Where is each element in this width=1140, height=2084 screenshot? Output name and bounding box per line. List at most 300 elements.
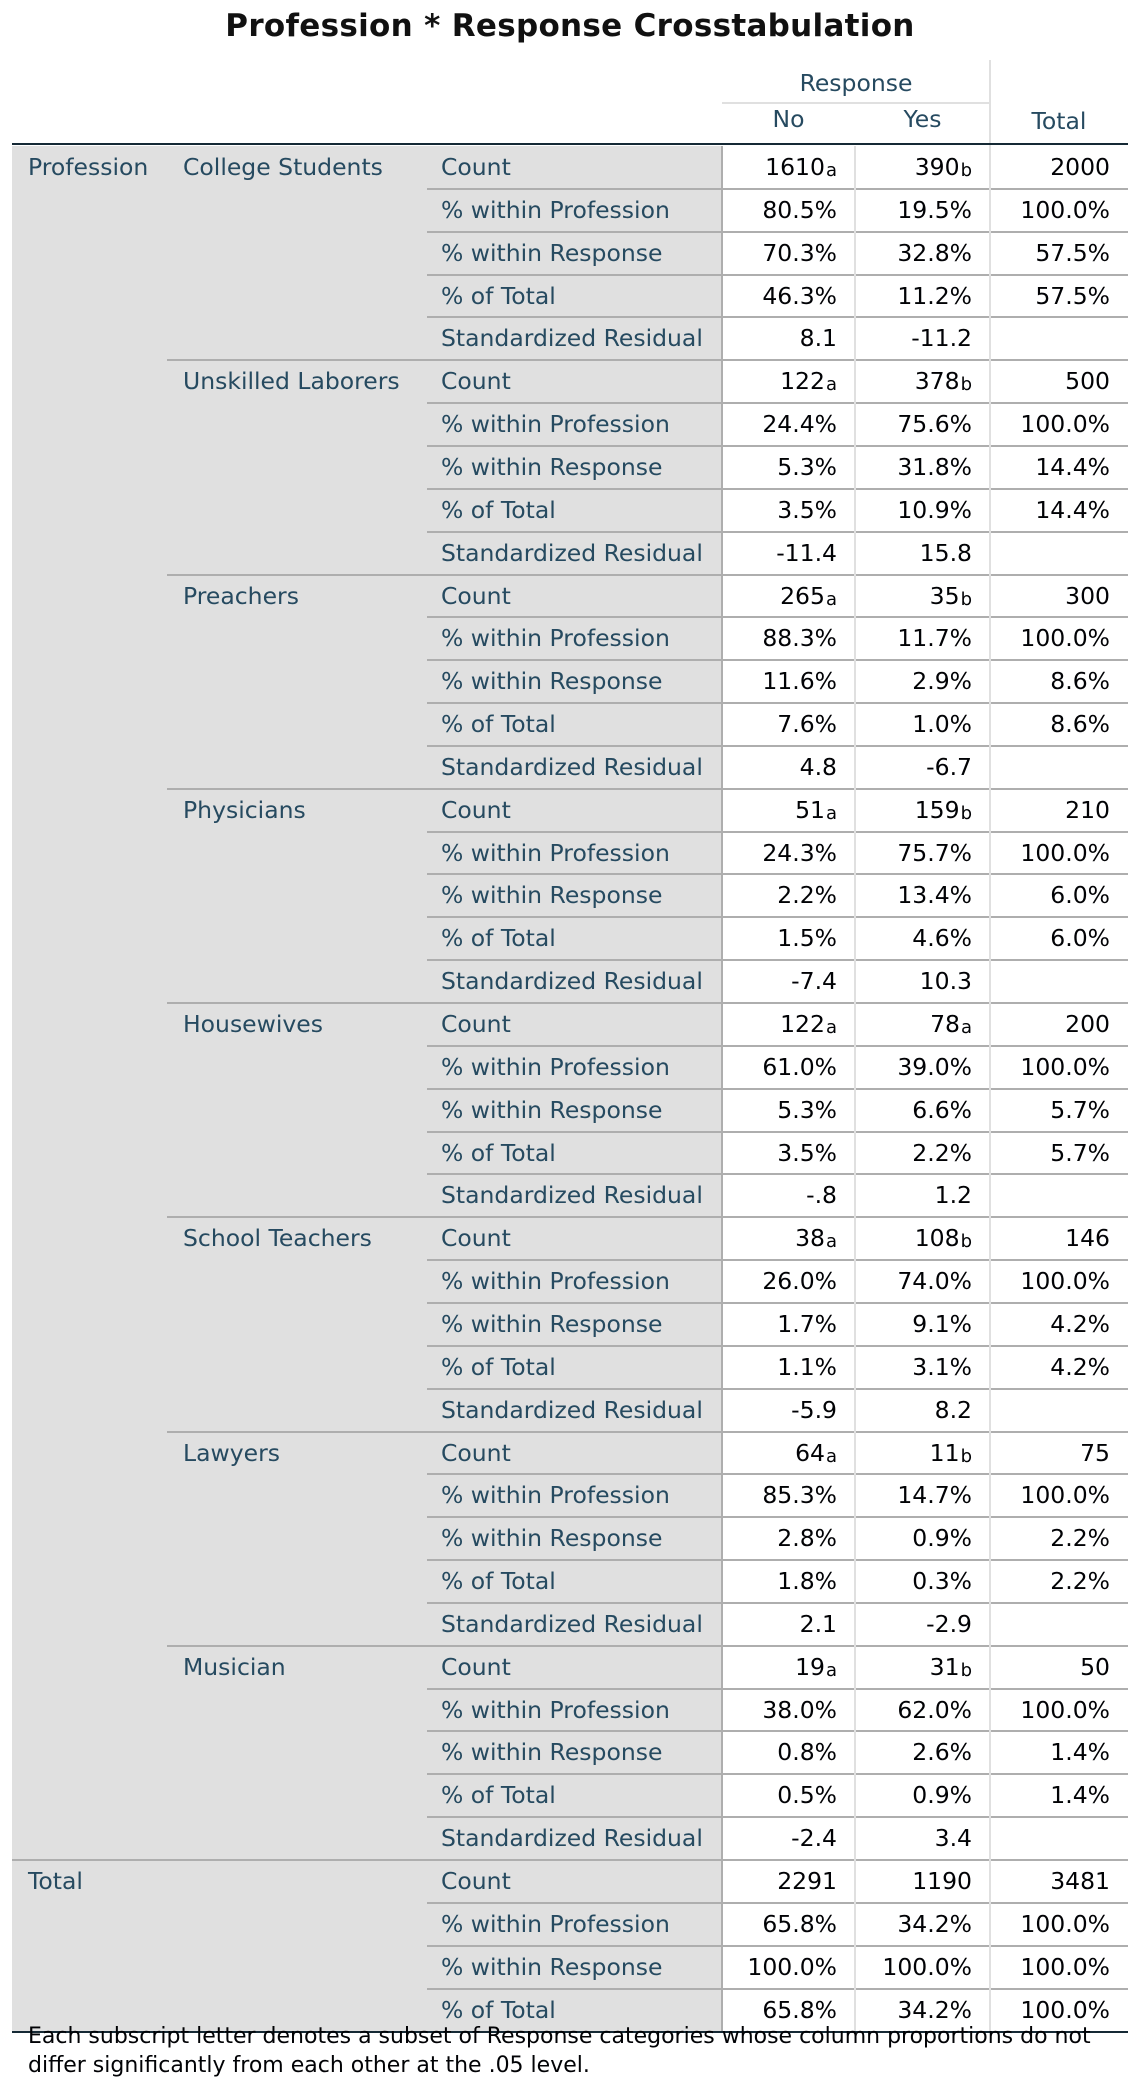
value-total bbox=[990, 1003, 1110, 1045]
significance-subscript: a bbox=[825, 160, 837, 181]
value-total-text: 2.2% bbox=[1050, 1524, 1110, 1553]
stat-label--of-total: % of Total bbox=[441, 1781, 556, 1810]
row-divider bbox=[427, 745, 1128, 747]
value-yes-text: 6.6% bbox=[912, 1095, 972, 1124]
stat-label--of-total: % of Total bbox=[441, 1352, 556, 1381]
value-no-text: 11.6% bbox=[762, 667, 837, 696]
value-total-text: 146 bbox=[1065, 1224, 1110, 1253]
row-divider bbox=[12, 1859, 1128, 1861]
stat-label--within-response: % within Response bbox=[441, 452, 663, 481]
value-yes-text: 74.0% bbox=[897, 1267, 972, 1296]
value-total bbox=[990, 1389, 1110, 1431]
value-no-text: -5.9 bbox=[791, 1395, 837, 1424]
stat-label--within-profession: % within Profession bbox=[441, 195, 670, 224]
value-total-text: 100.0% bbox=[1020, 1052, 1110, 1081]
value-total-text: 8.6% bbox=[1050, 667, 1110, 696]
value-yes-text: 19.5% bbox=[897, 195, 972, 224]
stat-label--within-profession: % within Profession bbox=[441, 838, 670, 867]
value-yes-text: 10.3 bbox=[919, 967, 972, 996]
significance-subscript: b bbox=[960, 588, 972, 610]
value-yes-text: 62.0% bbox=[897, 1695, 972, 1724]
group-label: College Students bbox=[183, 153, 383, 181]
value-total bbox=[990, 1560, 1110, 1602]
group-label: School Teachers bbox=[183, 1224, 372, 1253]
stat-label--within-response: % within Response bbox=[441, 1524, 663, 1553]
stat-label--of-total: % of Total bbox=[441, 281, 556, 310]
value-yes bbox=[855, 1303, 972, 1345]
row-divider bbox=[427, 831, 1128, 833]
value-yes bbox=[855, 917, 972, 959]
row-divider bbox=[167, 359, 1128, 361]
value-no bbox=[722, 1946, 837, 1988]
value-total bbox=[990, 317, 1110, 359]
stat-label--of-total: % of Total bbox=[441, 710, 556, 739]
value-total bbox=[990, 1174, 1110, 1216]
value-total bbox=[990, 1303, 1110, 1345]
value-total-text: 2000 bbox=[1050, 153, 1110, 181]
row-divider bbox=[427, 1773, 1128, 1775]
value-yes-text: 11.7% bbox=[897, 624, 972, 653]
row-divider bbox=[427, 188, 1128, 190]
row-divider bbox=[167, 788, 1128, 790]
stat-label--within-response: % within Response bbox=[441, 881, 663, 910]
column-header-total: Total bbox=[1031, 107, 1087, 135]
value-yes bbox=[855, 232, 972, 274]
group-label: Lawyers bbox=[183, 1438, 280, 1467]
group-label: Physicians bbox=[183, 795, 306, 824]
value-total-text: 100.0% bbox=[1020, 1267, 1110, 1296]
value-no-text: 24.4% bbox=[762, 410, 837, 439]
value-no bbox=[722, 1303, 837, 1345]
value-total bbox=[990, 1089, 1110, 1131]
row-divider bbox=[427, 1902, 1128, 1904]
value-total bbox=[990, 960, 1110, 1002]
stat-label--within-response: % within Response bbox=[441, 238, 663, 267]
row-divider bbox=[427, 1131, 1128, 1133]
value-total-text: 8.6% bbox=[1050, 710, 1110, 739]
value-yes-text: 4.6% bbox=[912, 924, 972, 953]
value-yes-text: 35 bbox=[929, 581, 960, 610]
row-divider bbox=[427, 1088, 1128, 1090]
significance-subscript: b bbox=[960, 1445, 972, 1467]
row-divider bbox=[427, 702, 1128, 704]
value-no bbox=[722, 317, 837, 359]
value-yes bbox=[855, 1817, 972, 1859]
value-total bbox=[990, 489, 1110, 531]
value-total bbox=[990, 1689, 1110, 1731]
value-total-text: 100.0% bbox=[1020, 624, 1110, 653]
stat-label-standardized-residual: Standardized Residual bbox=[441, 1395, 703, 1424]
value-no bbox=[722, 1046, 837, 1088]
value-no-text: 122 bbox=[780, 1010, 825, 1038]
column-header-yes: Yes bbox=[903, 105, 942, 133]
stat-label-count: Count bbox=[441, 1224, 511, 1253]
value-no-text: 1.8% bbox=[777, 1567, 837, 1596]
value-no-text: 65.8% bbox=[762, 1995, 837, 2024]
significance-subscript: a bbox=[825, 802, 837, 824]
value-no bbox=[722, 832, 837, 874]
stat-label--within-response: % within Response bbox=[441, 1095, 663, 1124]
row-divider bbox=[427, 1345, 1128, 1347]
value-yes-text: 11 bbox=[929, 1438, 960, 1467]
value-no bbox=[722, 703, 837, 745]
row-divider bbox=[427, 1688, 1128, 1690]
value-no bbox=[722, 660, 837, 702]
value-no bbox=[722, 1731, 837, 1773]
value-total-text: 14.4% bbox=[1035, 452, 1110, 481]
value-no bbox=[722, 446, 837, 488]
value-no bbox=[722, 1560, 837, 1602]
value-no bbox=[722, 617, 837, 659]
stat-label-count: Count bbox=[441, 1438, 511, 1467]
value-no bbox=[722, 275, 837, 317]
value-yes-text: -6.7 bbox=[926, 752, 972, 781]
value-total-text: 4.2% bbox=[1050, 1352, 1110, 1381]
column-divider-no bbox=[721, 146, 723, 2031]
value-yes bbox=[855, 446, 972, 488]
value-yes-text: 10.9% bbox=[897, 495, 972, 524]
value-yes bbox=[855, 832, 972, 874]
value-yes bbox=[855, 1860, 972, 1902]
value-no-text: 65.8% bbox=[762, 1909, 837, 1938]
stat-label-standardized-residual: Standardized Residual bbox=[441, 324, 703, 353]
value-total bbox=[990, 575, 1110, 617]
stat-label--within-response: % within Response bbox=[441, 667, 663, 696]
value-total-text: 210 bbox=[1065, 795, 1110, 824]
stat-label--within-profession: % within Profession bbox=[441, 1909, 670, 1938]
stat-label-standardized-residual: Standardized Residual bbox=[441, 967, 703, 996]
value-yes-text: 108 bbox=[914, 1224, 960, 1253]
row-divider bbox=[427, 1173, 1128, 1175]
value-yes bbox=[855, 1946, 972, 1988]
stat-label--within-profession: % within Profession bbox=[441, 624, 670, 653]
value-yes-text: 159 bbox=[914, 795, 960, 824]
row-divider bbox=[167, 1645, 1128, 1647]
value-no bbox=[722, 1603, 837, 1645]
value-total-text: 500 bbox=[1065, 367, 1110, 396]
value-yes bbox=[855, 703, 972, 745]
value-total bbox=[990, 789, 1110, 831]
stat-label-standardized-residual: Standardized Residual bbox=[441, 1181, 703, 1210]
value-total bbox=[990, 232, 1110, 274]
value-total bbox=[990, 703, 1110, 745]
value-yes-text: 13.4% bbox=[897, 881, 972, 910]
value-yes bbox=[855, 1903, 972, 1945]
stat-label-standardized-residual: Standardized Residual bbox=[441, 538, 703, 567]
value-yes-text: 0.9% bbox=[912, 1781, 972, 1810]
value-yes bbox=[855, 1217, 972, 1259]
value-no-text: 70.3% bbox=[762, 238, 837, 267]
value-total-text: 100.0% bbox=[1020, 1481, 1110, 1510]
value-total-text: 100.0% bbox=[1020, 838, 1110, 867]
group-label: Housewives bbox=[183, 1010, 324, 1038]
value-yes-text: 15.8 bbox=[919, 538, 972, 567]
value-no bbox=[722, 1646, 837, 1688]
value-total bbox=[990, 1774, 1110, 1816]
value-no bbox=[722, 1774, 837, 1816]
row-divider bbox=[427, 1730, 1128, 1732]
value-no-text: 1.5% bbox=[777, 924, 837, 953]
value-total bbox=[990, 1731, 1110, 1773]
significance-subscript: a bbox=[825, 1659, 837, 1681]
significance-subscript: a bbox=[825, 1445, 837, 1467]
stat-label--within-profession: % within Profession bbox=[441, 410, 670, 439]
value-yes-text: 75.6% bbox=[897, 410, 972, 439]
value-yes bbox=[855, 1474, 972, 1516]
value-no-text: 51 bbox=[795, 795, 825, 824]
value-total-text: 100.0% bbox=[1020, 1695, 1110, 1724]
row-divider bbox=[427, 916, 1128, 918]
value-total-text: 5.7% bbox=[1050, 1138, 1110, 1167]
value-yes-text: 75.7% bbox=[897, 838, 972, 867]
row-divider bbox=[167, 1431, 1128, 1433]
value-total bbox=[990, 1603, 1110, 1645]
row-divider bbox=[167, 1216, 1128, 1218]
value-total bbox=[990, 1046, 1110, 1088]
significance-subscript: b bbox=[960, 1231, 972, 1253]
value-yes bbox=[855, 960, 972, 1002]
value-no bbox=[722, 1689, 837, 1731]
row-divider bbox=[427, 1045, 1128, 1047]
value-no bbox=[722, 1003, 837, 1045]
value-no bbox=[722, 146, 837, 188]
value-no bbox=[722, 1860, 837, 1902]
value-no-text: 5.3% bbox=[777, 1095, 837, 1124]
value-yes-text: 2.9% bbox=[912, 667, 972, 696]
stat-label--within-profession: % within Profession bbox=[441, 1481, 670, 1510]
row-divider bbox=[427, 1516, 1128, 1518]
significance-subscript: b bbox=[960, 374, 972, 396]
value-yes-text: 34.2% bbox=[897, 1909, 972, 1938]
value-yes bbox=[855, 1089, 972, 1131]
value-total bbox=[990, 874, 1110, 916]
value-yes bbox=[855, 1432, 972, 1474]
value-total-text: 57.5% bbox=[1035, 281, 1110, 310]
value-no bbox=[722, 1517, 837, 1559]
value-yes bbox=[855, 275, 972, 317]
value-no-text: 1610 bbox=[765, 153, 825, 181]
value-no-text: 5.3% bbox=[777, 452, 837, 481]
value-total-text: 1.4% bbox=[1050, 1738, 1110, 1767]
value-yes bbox=[855, 746, 972, 788]
value-yes bbox=[855, 1389, 972, 1431]
value-yes-text: 3.4 bbox=[934, 1824, 972, 1853]
significance-subscript: b bbox=[960, 160, 972, 181]
value-total-text: 6.0% bbox=[1050, 924, 1110, 953]
value-yes-text: 39.0% bbox=[897, 1052, 972, 1081]
value-yes bbox=[855, 1003, 972, 1045]
stat-label-standardized-residual: Standardized Residual bbox=[441, 1824, 703, 1853]
value-total bbox=[990, 1517, 1110, 1559]
value-total-text: 6.0% bbox=[1050, 881, 1110, 910]
value-no-text: 38 bbox=[795, 1224, 825, 1253]
header-subrule bbox=[722, 102, 990, 104]
value-no bbox=[722, 189, 837, 231]
value-yes bbox=[855, 1689, 972, 1731]
stat-label-count: Count bbox=[441, 367, 511, 396]
row-divider bbox=[427, 1473, 1128, 1475]
value-total bbox=[990, 746, 1110, 788]
value-no bbox=[722, 1089, 837, 1131]
stat-label-count: Count bbox=[441, 153, 511, 181]
row-divider bbox=[427, 488, 1128, 490]
value-total bbox=[990, 1817, 1110, 1859]
value-yes-text: 34.2% bbox=[897, 1995, 972, 2024]
value-total-text: 100.0% bbox=[1020, 410, 1110, 439]
value-no bbox=[722, 532, 837, 574]
value-yes bbox=[855, 1603, 972, 1645]
row-divider bbox=[427, 1816, 1128, 1818]
value-yes bbox=[855, 789, 972, 831]
value-total bbox=[990, 1432, 1110, 1474]
value-total-text: 5.7% bbox=[1050, 1095, 1110, 1124]
row-divider bbox=[427, 402, 1128, 404]
value-yes-text: 8.2 bbox=[934, 1395, 972, 1424]
stat-label--of-total: % of Total bbox=[441, 495, 556, 524]
value-total-text: 100.0% bbox=[1020, 195, 1110, 224]
stat-label-standardized-residual: Standardized Residual bbox=[441, 1609, 703, 1638]
value-no bbox=[722, 1217, 837, 1259]
value-no-text: 3.5% bbox=[777, 1138, 837, 1167]
value-total-text: 3481 bbox=[1050, 1867, 1110, 1895]
value-no-text: 100.0% bbox=[747, 1952, 837, 1981]
value-yes bbox=[855, 1560, 972, 1602]
value-yes bbox=[855, 403, 972, 445]
value-no-text: 0.8% bbox=[777, 1738, 837, 1767]
value-no bbox=[722, 874, 837, 916]
stat-label--within-profession: % within Profession bbox=[441, 1052, 670, 1081]
value-yes bbox=[855, 1346, 972, 1388]
value-total-text: 14.4% bbox=[1035, 495, 1110, 524]
value-no bbox=[722, 1432, 837, 1474]
value-total-text: 2.2% bbox=[1050, 1567, 1110, 1596]
value-yes bbox=[855, 1731, 972, 1773]
row-divider bbox=[427, 1945, 1128, 1947]
value-no bbox=[722, 1389, 837, 1431]
value-no bbox=[722, 746, 837, 788]
value-no bbox=[722, 1903, 837, 1945]
value-yes bbox=[855, 532, 972, 574]
value-total bbox=[990, 275, 1110, 317]
value-no-text: 1.1% bbox=[777, 1352, 837, 1381]
value-total-text: 57.5% bbox=[1035, 238, 1110, 267]
value-no-text: 38.0% bbox=[762, 1695, 837, 1724]
total-row-label: Total bbox=[28, 1867, 83, 1895]
value-no bbox=[722, 1817, 837, 1859]
value-total bbox=[990, 1646, 1110, 1688]
value-no-text: 3.5% bbox=[777, 495, 837, 524]
value-no bbox=[722, 1260, 837, 1302]
value-yes-text: 78 bbox=[930, 1010, 960, 1038]
significance-subscript: a bbox=[825, 374, 837, 396]
value-total bbox=[990, 1217, 1110, 1259]
significance-subscript: a bbox=[825, 1017, 837, 1038]
value-no-text: 8.1 bbox=[799, 324, 837, 353]
value-no-text: 1.7% bbox=[777, 1309, 837, 1338]
value-no bbox=[722, 960, 837, 1002]
value-no bbox=[722, 232, 837, 274]
row-divider bbox=[427, 1559, 1128, 1561]
value-yes bbox=[855, 1646, 972, 1688]
value-no-text: -.8 bbox=[806, 1181, 837, 1210]
value-no-text: 46.3% bbox=[762, 281, 837, 310]
value-yes-text: 1.2 bbox=[934, 1181, 972, 1210]
row-divider bbox=[427, 659, 1128, 661]
value-no-text: 19 bbox=[795, 1652, 825, 1681]
group-label: Preachers bbox=[183, 581, 299, 610]
group-label: Unskilled Laborers bbox=[183, 367, 400, 396]
value-no bbox=[722, 403, 837, 445]
value-no-text: 265 bbox=[780, 581, 825, 610]
value-no-text: 64 bbox=[795, 1438, 825, 1467]
row-divider bbox=[427, 1602, 1128, 1604]
value-total bbox=[990, 1946, 1110, 1988]
significance-subscript: a bbox=[825, 588, 837, 610]
value-no bbox=[722, 1474, 837, 1516]
row-divider bbox=[427, 231, 1128, 233]
value-yes-text: 31.8% bbox=[897, 452, 972, 481]
value-no-text: 26.0% bbox=[762, 1267, 837, 1296]
row-divider bbox=[427, 316, 1128, 318]
value-no bbox=[722, 575, 837, 617]
value-yes bbox=[855, 617, 972, 659]
value-total bbox=[990, 1474, 1110, 1516]
stat-label-count: Count bbox=[441, 1867, 511, 1895]
value-total bbox=[990, 832, 1110, 874]
value-yes-text: 3.1% bbox=[912, 1352, 972, 1381]
value-no-text: 61.0% bbox=[762, 1052, 837, 1081]
value-yes bbox=[855, 1132, 972, 1174]
value-no bbox=[722, 1346, 837, 1388]
value-yes bbox=[855, 189, 972, 231]
value-no-text: -2.4 bbox=[791, 1824, 837, 1853]
value-total-text: 75 bbox=[1080, 1438, 1110, 1467]
value-no-text: 0.5% bbox=[777, 1781, 837, 1810]
row-divider bbox=[427, 873, 1128, 875]
stat-label--within-response: % within Response bbox=[441, 1952, 663, 1981]
value-total bbox=[990, 1903, 1110, 1945]
value-no-text: -11.4 bbox=[776, 538, 837, 567]
value-total bbox=[990, 403, 1110, 445]
stat-label--within-profession: % within Profession bbox=[441, 1267, 670, 1296]
value-total bbox=[990, 446, 1110, 488]
value-no-text: 7.6% bbox=[777, 710, 837, 739]
stat-label-standardized-residual: Standardized Residual bbox=[441, 752, 703, 781]
value-total bbox=[990, 660, 1110, 702]
stat-label--of-total: % of Total bbox=[441, 1567, 556, 1596]
row-divider bbox=[427, 445, 1128, 447]
value-yes-text: 100.0% bbox=[882, 1952, 972, 1981]
row-divider bbox=[427, 274, 1128, 276]
value-no bbox=[722, 789, 837, 831]
value-total bbox=[990, 189, 1110, 231]
value-yes-text: -2.9 bbox=[926, 1609, 972, 1638]
value-no-text: 85.3% bbox=[762, 1481, 837, 1510]
value-yes bbox=[855, 1260, 972, 1302]
value-yes bbox=[855, 489, 972, 531]
value-yes bbox=[855, 575, 972, 617]
value-yes bbox=[855, 660, 972, 702]
value-total-text: 200 bbox=[1065, 1010, 1110, 1038]
row-divider bbox=[427, 1259, 1128, 1261]
value-yes bbox=[855, 146, 972, 188]
stat-label-count: Count bbox=[441, 1652, 511, 1681]
value-no-text: 122 bbox=[780, 367, 825, 396]
value-yes-text: 390 bbox=[914, 153, 960, 181]
column-divider-total bbox=[989, 146, 991, 2031]
value-no bbox=[722, 360, 837, 402]
value-yes bbox=[855, 1774, 972, 1816]
